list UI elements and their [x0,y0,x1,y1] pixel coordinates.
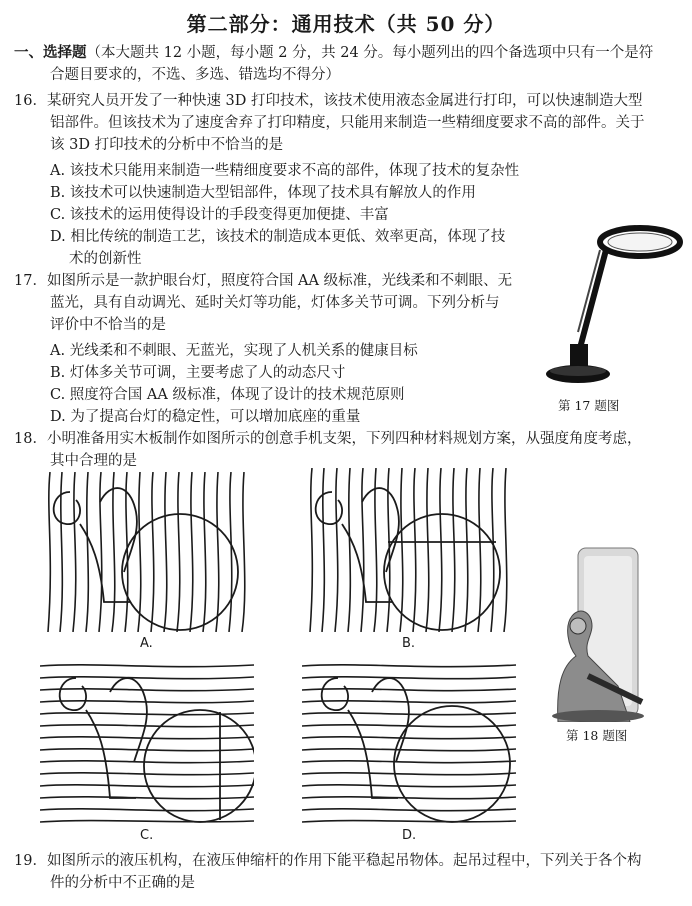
q18-stem-1: 18．小明准备用实木板制作如图所示的创意手机支架，下列四种材料规划方案，从强度角度考虑， [14,431,642,447]
q17-stem-2: 蓝光，具有自动调光、延时关灯等功能，灯体多关节可调。下列分析与 [50,295,500,311]
q17-option-b: B. 灯体多关节可调，主要考虑了人的动态尺寸 [50,365,346,381]
plan-d-label: D. [402,828,417,843]
q17-figure-caption: 第 17 题图 [558,398,620,413]
plan-b-label: B. [402,636,416,651]
plan-a-figure [40,472,254,632]
q17-option-c: C. 照度符合国 AA 级标准，体现了设计的技术规范原则 [50,387,405,403]
desk-lamp-figure [540,222,690,392]
q16-option-d: D. 相比传统的制造工艺，该技术的制造成本更低、效率更高，体现了技 [50,229,506,245]
q18-stem-2: 其中合理的是 [50,453,137,469]
q17-option-d: D. 为了提高台灯的稳定性，可以增加底座的重量 [50,409,361,425]
section-instructions-2: 合题目要求的，不选、多选、错选均不得分） [50,67,340,83]
q16-option-d-cont: 术的创新性 [69,251,142,267]
q18-figure-caption: 第 18 题图 [566,728,628,743]
q17-stem-3: 评价中不恰当的是 [50,317,166,333]
phone-stand-figure [548,546,648,722]
q16-option-b: B. 该技术可以快速制造大型铝部件，体现了技术具有解放人的作用 [50,185,476,201]
q16-option-a: A. 该技术只能用来制造一些精细度要求不高的部件，体现了技术的复杂性 [50,163,520,179]
q17-stem-1: 17．如图所示是一款护眼台灯，照度符合国 AA 级标准，光线柔和不刺眼、无 [14,273,513,289]
plan-a-label: A. [140,636,153,651]
section-instructions-1: （本大题共 12 小题，每小题 2 分，共 24 分。每小题列出的四个备选项中只有一个是符 [86,45,654,61]
section-heading: 一、选择题 [14,44,87,61]
q17-option-a: A. 光线柔和不刺眼、无蓝光，实现了人机关系的健康目标 [50,343,418,359]
plan-b-figure [302,468,516,632]
page-title: 第二部分：通用技术（共 50 分） [186,12,506,36]
q19-stem-2: 件的分析中不正确的是 [50,875,195,891]
plan-c-label: C. [140,828,154,843]
plan-c-figure [40,658,254,824]
section-intro [14,42,653,64]
q16-stem-1: 16．某研究人员开发了一种快速 3D 打印技术，该技术使用液态金属进行打印，可以快速制造大型 [14,93,643,109]
plan-d-figure [302,658,516,824]
q16-stem-3: 该 3D 打印技术的分析中不恰当的是 [50,137,284,153]
q16-option-c: C. 该技术的运用使得设计的手段变得更加便捷、丰富 [50,207,389,223]
q19-stem-1: 19．如图所示的液压机构，在液压伸缩杆的作用下能平稳起吊物体。起吊过程中，下列关于各个构 [14,853,642,869]
q16-stem-2: 铝部件。但该技术为了速度舍弃了打印精度，只能用来制造一些精细度要求不高的部件。关于 [50,115,645,131]
